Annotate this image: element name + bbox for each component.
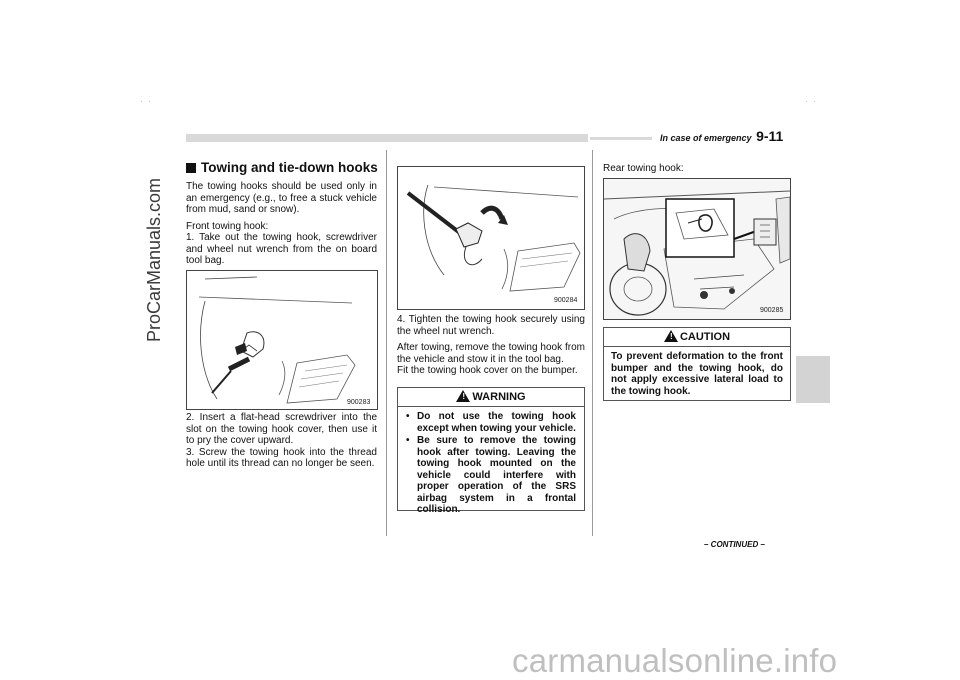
left-column-text-top xyxy=(186,181,377,272)
step-4: 4. Tighten the towing hook securely using the wheel nut wrench. xyxy=(397,314,585,337)
intro-paragraph: The towing hooks should be used only in an emergency (e.g., to free a stuck vehicle from mud, sand or snow). xyxy=(186,181,377,215)
header-bar xyxy=(186,134,588,142)
wrench-tightening-illustration xyxy=(398,167,584,309)
section-label: In case of emergency xyxy=(660,133,752,143)
warning-box xyxy=(397,387,585,515)
section-marker-icon xyxy=(186,163,196,173)
bottom-watermark: carmanualsonline.info xyxy=(512,642,838,679)
left-column-text-bottom xyxy=(186,412,377,475)
caution-triangle-icon: ! xyxy=(664,330,678,342)
step-1: 1. Take out the towing hook, screwdriver and wheel nut wrench from the on board tool bag. xyxy=(186,232,377,266)
figure-front-hook-cover xyxy=(186,270,378,410)
caution-body xyxy=(604,347,790,401)
column-divider-2 xyxy=(592,150,593,536)
running-header xyxy=(660,128,783,144)
rear-hook-label: Rear towing hook: xyxy=(603,163,684,174)
warning-body xyxy=(398,407,584,523)
column-divider-1 xyxy=(386,150,387,536)
front-bumper-illustration xyxy=(187,271,377,409)
continued-label: – CONTINUED – xyxy=(704,540,765,549)
front-hook-label: Front towing hook: xyxy=(186,220,269,232)
step-3: 3. Screw the towing hook into the thread hole until its thread can no longer be seen. xyxy=(186,446,377,469)
caution-header: ! CAUTION xyxy=(604,328,790,347)
rear-hook-illustration xyxy=(604,179,790,319)
crop-mark-top-left: · · xyxy=(140,96,151,106)
figure-code-900285: 900285 xyxy=(760,307,784,314)
middle-column-text xyxy=(397,314,585,382)
fit-cover-text: Fit the towing hook cover on the bumper. xyxy=(397,365,578,376)
side-watermark: ProCarManuals.com xyxy=(144,177,164,343)
step-2: 2. Insert a flat-head screwdriver into the slot on the towing hook cover, then use it to pry the cover upward. xyxy=(186,412,377,446)
crop-mark-top-right: · · xyxy=(805,96,816,106)
figure-rear-hook xyxy=(603,178,791,320)
after-towing-text: After towing, remove the towing hook from the vehicle and stow it in the tool bag. xyxy=(397,342,585,365)
figure-code-900283: 900283 xyxy=(347,399,371,406)
figure-code-900284: 900284 xyxy=(554,297,578,304)
section-title: Towing and tie-down hooks xyxy=(186,160,378,175)
chapter-tab xyxy=(796,356,830,403)
header-bar-short xyxy=(590,137,652,140)
warning-header: ! WARNING xyxy=(398,388,584,407)
caution-text: To prevent deformation to the front bumper and the towing hook, do not apply excessive lateral load to the towing hook. xyxy=(611,351,783,397)
figure-tighten-hook xyxy=(397,166,585,310)
warning-triangle-icon: ! xyxy=(456,390,470,402)
warning-item: • Be sure to remove the towing hook after towing. Leaving the towing hook mounted on the vehicle could interfere with proper operation of the SRS airbag system in a frontal collision. xyxy=(406,435,576,516)
caution-box xyxy=(603,327,791,401)
page-number: 9-11 xyxy=(756,128,784,144)
warning-item: • Do not use the towing hook except when towing your vehicle. xyxy=(406,411,576,434)
